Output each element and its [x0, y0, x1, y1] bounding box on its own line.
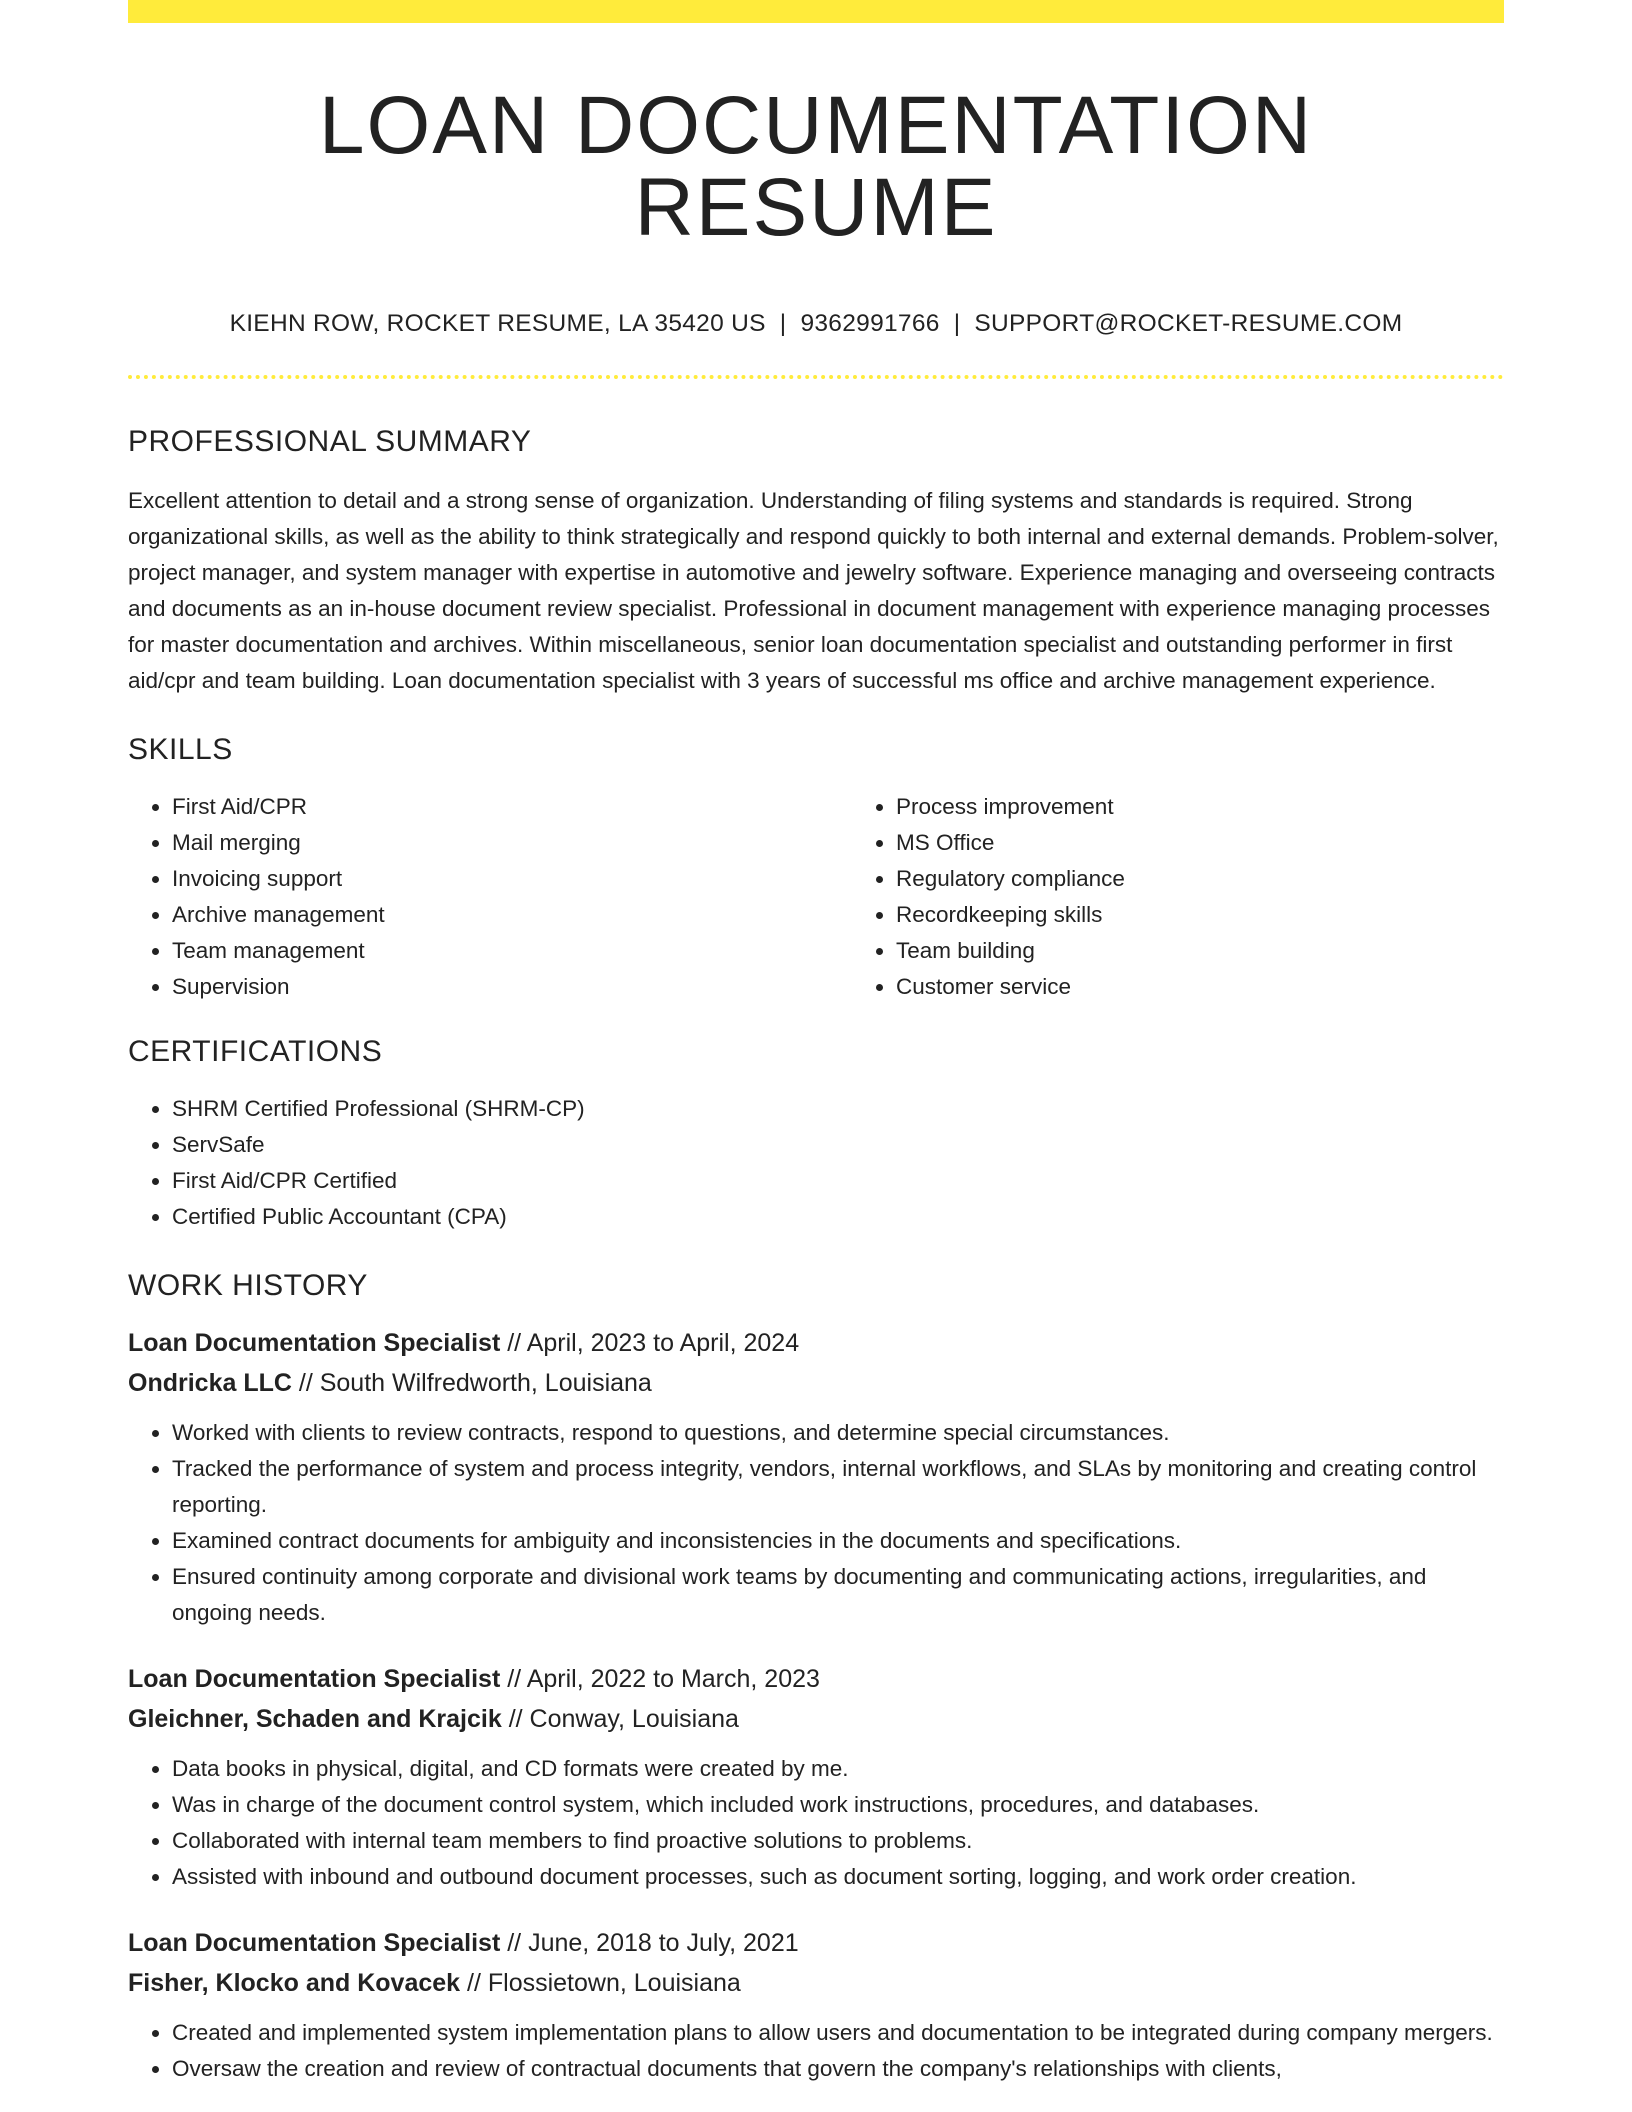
skill-item: • Team building	[896, 933, 1504, 969]
job-header	[128, 1323, 1504, 1403]
skill-item: • Team management	[172, 933, 852, 969]
skill-item: • Customer service	[896, 969, 1504, 1005]
skill-item: • Mail merging	[172, 825, 852, 861]
job-dates: // April, 2022 to March, 2023	[507, 1664, 820, 1693]
certification-item: • SHRM Certified Professional (SHRM-CP)	[172, 1091, 1504, 1127]
job-bullet: • Ensured continuity among corporate and divisional work teams by documenting and communicating actions, irregularities, and ongoing needs.	[172, 1559, 1504, 1631]
job-bullets	[128, 1415, 1504, 1631]
dotted-divider	[128, 375, 1504, 379]
work-history-heading: WORK HISTORY	[128, 1268, 368, 1302]
job-bullet: • Data books in physical, digital, and CD formats were created by me.	[172, 1751, 1504, 1787]
summary-text: Excellent attention to detail and a strong sense of organization. Understanding of filing systems and standards is required. Strong organizational skills, as well as the ability to think strategically and respond quickly to both internal and external demands. Problem-solver, project manager, and system manager with expertise in automotive and jewelry software. Experience managing and overseeing contracts and documents as an in-house document review specialist. Professional in document management with experience managing processes for master documentation and archives. Within miscellaneous, senior loan documentation specialist and outstanding performer in first aid/cpr and team building. Loan documentation specialist with 3 years of successful ms office and archive management experience.	[128, 487, 1499, 693]
job-bullet: • Tracked the performance of system and process integrity, vendors, internal workflows, and SLAs by monitoring and creating control reporting.	[172, 1451, 1504, 1523]
job-entry	[128, 1923, 1504, 2087]
job-bullet: • Collaborated with internal team members to find proactive solutions to problems.	[172, 1823, 1504, 1859]
contact-address: KIEHN ROW, ROCKET RESUME, LA 35420 US	[229, 310, 766, 337]
job-bullet: • Oversaw the creation and review of contractual documents that govern the company's relationships with clients,	[172, 2051, 1504, 2087]
skills-heading: SKILLS	[128, 732, 233, 766]
job-header	[128, 1923, 1504, 2003]
contact-email: SUPPORT@ROCKET-RESUME.COM	[974, 310, 1403, 337]
contact-phone: 9362991766	[800, 310, 940, 337]
skill-item: • Process improvement	[896, 789, 1504, 825]
resume-page	[128, 0, 1504, 2087]
job-location: // South Wilfredworth, Louisiana	[298, 1368, 652, 1397]
job-bullet: • Worked with clients to review contracts, respond to questions, and determine special circumstances.	[172, 1415, 1504, 1451]
job-location: // Conway, Louisiana	[508, 1704, 739, 1733]
certifications-heading: CERTIFICATIONS	[128, 1034, 383, 1068]
certification-item: • First Aid/CPR Certified	[172, 1163, 1504, 1199]
contact-separator: |	[779, 310, 787, 337]
job-entry	[128, 1323, 1504, 1631]
page-title: LOAN DOCUMENTATION RESUME	[318, 80, 1314, 253]
summary-heading: PROFESSIONAL SUMMARY	[128, 424, 532, 458]
certification-item: • Certified Public Accountant (CPA)	[172, 1199, 1504, 1235]
job-bullets	[128, 2015, 1504, 2087]
job-bullet: • Was in charge of the document control system, which included work instructions, procedures, and databases.	[172, 1787, 1504, 1823]
job-bullet: • Assisted with inbound and outbound document processes, such as document sorting, logging, and work order creation.	[172, 1859, 1504, 1895]
skills-list-right	[852, 789, 1504, 1005]
job-company: Fisher, Klocko and Kovacek	[128, 1968, 461, 1997]
job-company: Gleichner, Schaden and Krajcik	[128, 1704, 502, 1733]
job-dates: // June, 2018 to July, 2021	[507, 1928, 799, 1957]
skill-item: • MS Office	[896, 825, 1504, 861]
job-bullet: • Examined contract documents for ambiguity and inconsistencies in the documents and specifications.	[172, 1523, 1504, 1559]
contact-line	[128, 312, 1504, 337]
skill-item: • Recordkeeping skills	[896, 897, 1504, 933]
job-role: Loan Documentation Specialist	[128, 1928, 501, 1957]
skills-list-left	[128, 789, 852, 1005]
contact-separator: |	[953, 310, 961, 337]
job-entry	[128, 1659, 1504, 1895]
certifications-list	[128, 1091, 1504, 1235]
skill-item: • Archive management	[172, 897, 852, 933]
skill-item: • Supervision	[172, 969, 852, 1005]
job-bullet: • Created and implemented system implementation plans to allow users and documentation to be integrated during company mergers.	[172, 2015, 1504, 2051]
job-role: Loan Documentation Specialist	[128, 1328, 501, 1357]
accent-bar	[128, 0, 1504, 23]
job-bullets	[128, 1751, 1504, 1895]
job-role: Loan Documentation Specialist	[128, 1664, 501, 1693]
job-location: // Flossietown, Louisiana	[467, 1968, 741, 1997]
job-header	[128, 1659, 1504, 1739]
job-dates: // April, 2023 to April, 2024	[507, 1328, 800, 1357]
skill-item: • Invoicing support	[172, 861, 852, 897]
certification-item: • ServSafe	[172, 1127, 1504, 1163]
job-company: Ondricka LLC	[128, 1368, 292, 1397]
skill-item: • Regulatory compliance	[896, 861, 1504, 897]
skills-columns	[128, 789, 1504, 1005]
skill-item: • First Aid/CPR	[172, 789, 852, 825]
